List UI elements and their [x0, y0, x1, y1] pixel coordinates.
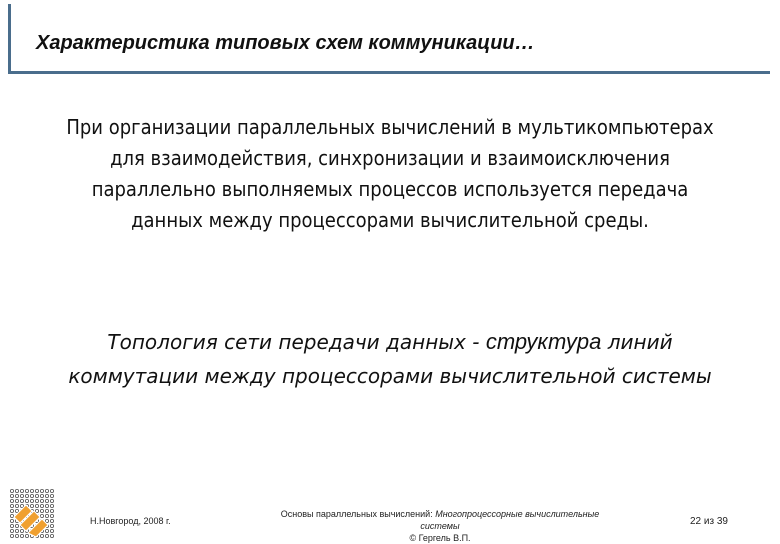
logo-dot: [45, 509, 48, 512]
logo-dot: [45, 499, 48, 502]
definition-keyword: структура: [485, 329, 602, 354]
footer-course-info: [240, 508, 640, 544]
logo-dot: [50, 494, 53, 497]
logo-dot: [15, 534, 18, 537]
definition-term: Топология сети передачи данных -: [107, 330, 486, 354]
logo-dot: [15, 509, 18, 512]
footer-author: © Гергель В.П.: [409, 533, 471, 543]
logo-dot: [50, 519, 53, 522]
logo-dot: [20, 499, 23, 502]
definition-continuation: линий: [601, 330, 673, 354]
paragraph-line: параллельно выполняемых процессов используется передача: [91, 177, 689, 201]
logo-dot: [15, 489, 18, 492]
page-number: 22 из 39: [690, 516, 728, 527]
logo-dot: [10, 519, 13, 522]
unn-logo-icon: [8, 487, 56, 540]
title-frame-bottom-bar: [8, 71, 770, 74]
definition-line-1: [20, 325, 760, 359]
title-frame: [8, 4, 770, 74]
logo-dot: [10, 534, 13, 537]
logo-dot: [50, 489, 53, 492]
logo-dot: [10, 494, 13, 497]
logo-dot: [30, 494, 33, 497]
logo-dot: [50, 524, 53, 527]
logo-dot: [35, 504, 38, 507]
paragraph-line: При организации параллельных вычислений в мультикомпьютерах: [66, 115, 714, 139]
footer-course-line-1: [240, 508, 640, 520]
logo-dot: [20, 494, 23, 497]
logo-dot: [40, 514, 43, 517]
logo-dot: [40, 534, 43, 537]
logo-dot: [45, 514, 48, 517]
logo-dot: [10, 514, 13, 517]
logo-dot: [10, 489, 13, 492]
footer-course-topic: Многопроцессорные вычислительные: [435, 509, 600, 519]
logo-dot: [10, 499, 13, 502]
logo-dot: [35, 489, 38, 492]
logo-dot: [35, 509, 38, 512]
logo-dot: [20, 534, 23, 537]
logo-dot: [30, 504, 33, 507]
logo-dot: [20, 504, 23, 507]
logo-dot: [15, 504, 18, 507]
logo-dot: [50, 509, 53, 512]
logo-dot: [20, 529, 23, 532]
logo-dot: [40, 494, 43, 497]
logo-dot: [50, 504, 53, 507]
paragraph-line: для взаимодействия, синхронизации и взаимоисключения: [110, 146, 670, 170]
logo-dot: [10, 524, 13, 527]
logo-dot: [40, 509, 43, 512]
logo-dot: [15, 494, 18, 497]
logo-dot: [20, 489, 23, 492]
logo-dot: [40, 489, 43, 492]
paragraph-line: данных между процессорами вычислительной среды.: [131, 208, 649, 232]
logo-dot: [35, 499, 38, 502]
logo-dot: [45, 494, 48, 497]
logo-dot: [50, 499, 53, 502]
title-frame-left-bar: [8, 4, 11, 74]
logo-dot: [50, 534, 53, 537]
footer-place-date: Н.Новгород, 2008 г.: [90, 516, 171, 526]
main-paragraph: [20, 112, 760, 236]
slide-title: Характеристика типовых схем коммуникации…: [36, 32, 535, 54]
logo-dot: [25, 494, 28, 497]
logo-dot: [10, 504, 13, 507]
footer-course-prefix: Основы параллельных вычислений:: [280, 509, 436, 519]
topology-definition: [20, 325, 760, 393]
logo-dot: [10, 509, 13, 512]
logo-dot: [40, 499, 43, 502]
logo-dot: [10, 529, 13, 532]
logo-dot: [50, 514, 53, 517]
logo-dot: [45, 504, 48, 507]
logo-dot: [45, 489, 48, 492]
logo-dot: [35, 494, 38, 497]
logo-dot: [45, 529, 48, 532]
logo-dot: [30, 489, 33, 492]
logo-dot: [45, 534, 48, 537]
logo-dot: [25, 534, 28, 537]
logo-dot: [25, 499, 28, 502]
logo-dot: [40, 504, 43, 507]
footer-course-topic-2: системы: [420, 521, 460, 531]
logo-dot: [30, 499, 33, 502]
logo-dot: [25, 489, 28, 492]
logo-dot: [45, 519, 48, 522]
logo-dot: [15, 499, 18, 502]
logo-dot: [50, 529, 53, 532]
definition-line-2: коммутации между процессорами вычислительной системы: [68, 364, 712, 388]
logo-dot: [15, 524, 18, 527]
logo-dot: [15, 529, 18, 532]
